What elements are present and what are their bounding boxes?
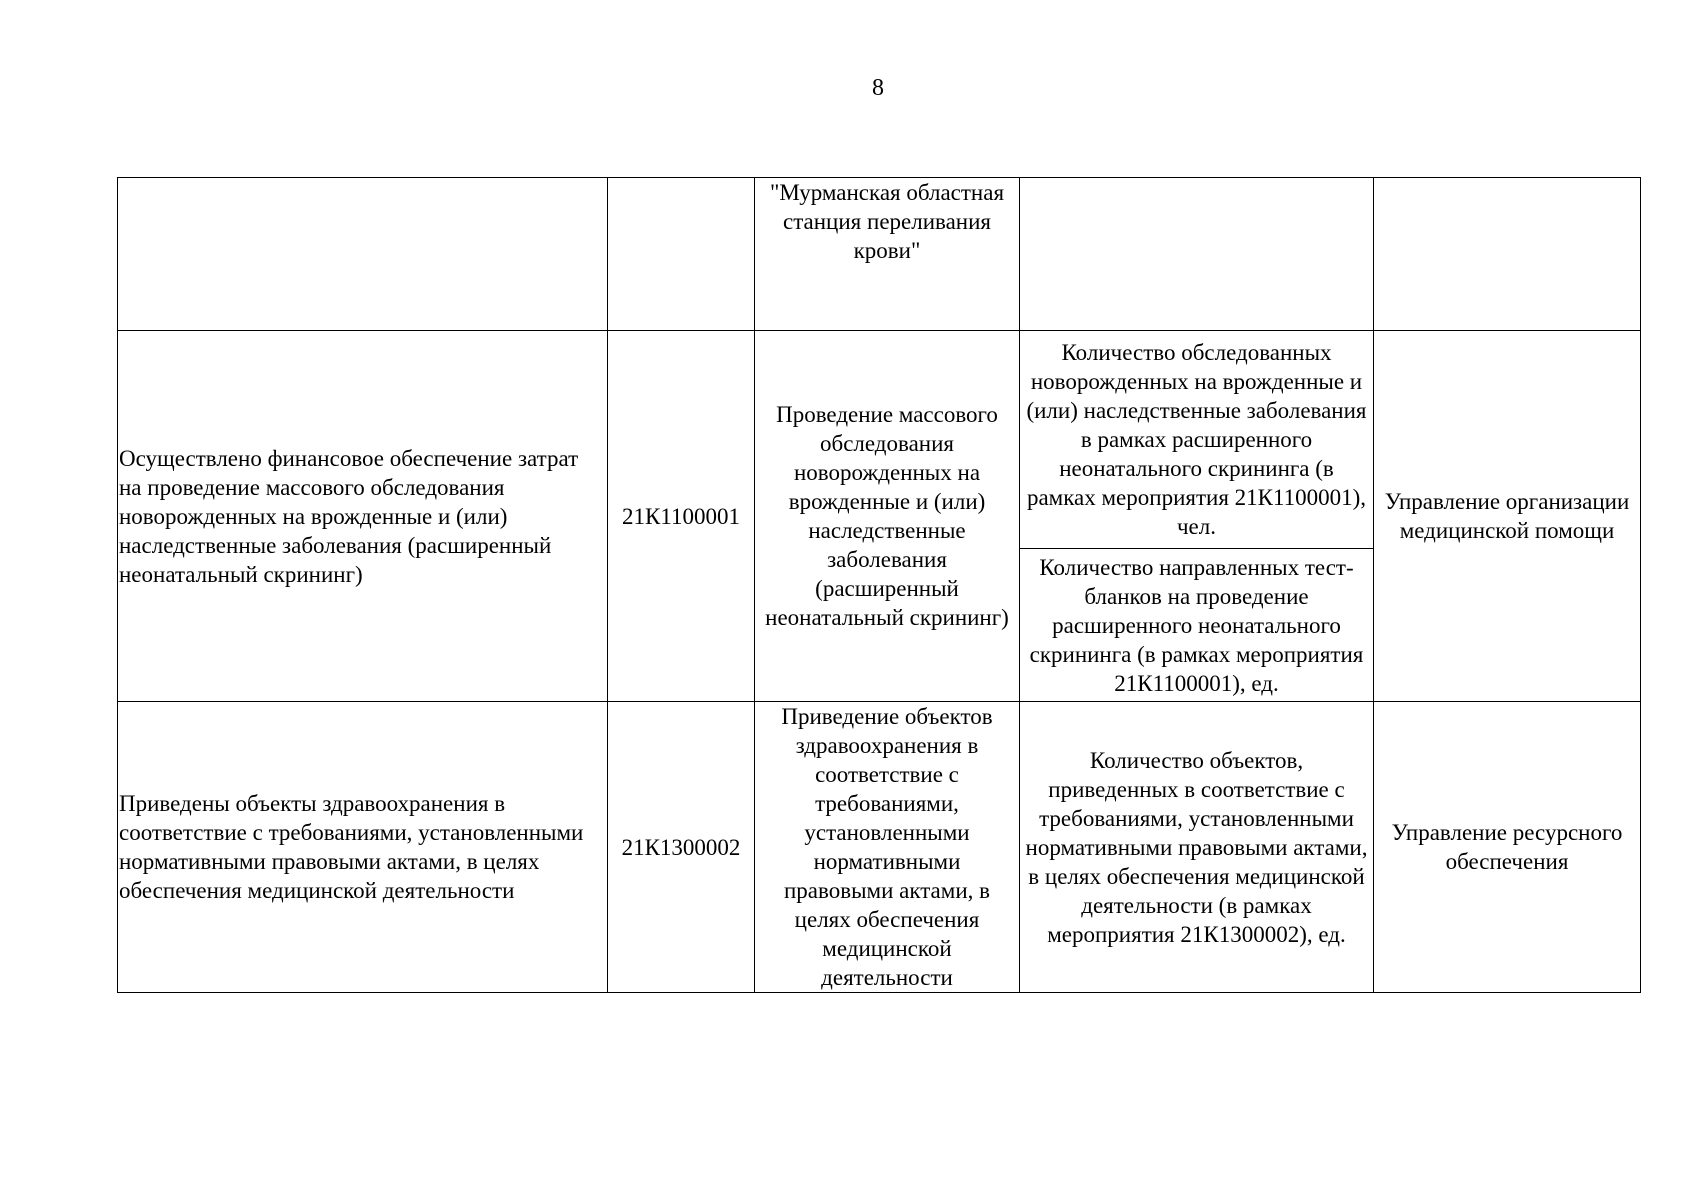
result-text: Осуществлено финансовое обеспечение затрат на проведение массового обследования новорожденных на врожденные и (или) наследственные заболевания (расширенный неонатальный скрининг)	[119, 445, 579, 587]
code-cell	[608, 178, 755, 331]
responsible-cell	[1374, 702, 1641, 993]
measure-text: Проведение массового обследования новорожденных на врожденные и (или) наследственные заболевания (расширенный неонатальный скрининг)	[765, 402, 1009, 630]
page-number: 8	[872, 75, 884, 101]
indicator-cell	[1020, 178, 1374, 331]
table-row-continuation	[118, 178, 1641, 331]
code-cell	[608, 331, 755, 702]
measure-cell	[755, 702, 1020, 993]
table-row-neonatal	[118, 331, 1641, 549]
activities-table	[117, 177, 1641, 993]
result-cell	[118, 178, 608, 331]
measure-cell	[755, 331, 1020, 702]
responsible-cell	[1374, 178, 1641, 331]
result-cell	[118, 331, 608, 702]
indicator-cell	[1020, 702, 1374, 993]
indicator-text: Количество объектов, приведенных в соответствие с требованиями, установленными нормативными правовыми актами, в целях обеспечения медицинской деятельности (в рамках мероприятия 21К1300002), ед.	[1025, 747, 1368, 947]
code-text: 21К1100001	[622, 503, 740, 529]
indicator-cell	[1020, 549, 1374, 702]
responsible-cell	[1374, 331, 1641, 702]
indicator-cell	[1020, 331, 1374, 549]
code-text: 21К1300002	[621, 834, 741, 860]
indicator-text: Количество обследованных новорожденных на врожденные и (или) наследственные заболевания в рамках расширенного неонатального скрининга (в рамках мероприятия 21К1100001), чел.	[1026, 340, 1367, 539]
responsible-text: Управление ресурсного обеспечения	[1391, 820, 1623, 874]
indicator-text: Количество направленных тест-бланков на проведение расширенного неонатального скрининга (в рамках мероприятия 21К1100001), ед.	[1029, 554, 1364, 696]
measure-cell	[755, 178, 1020, 331]
table-row-facilities	[118, 702, 1641, 993]
measure-text: "Мурманская областная станция переливания крови"	[769, 180, 1005, 263]
responsible-text: Управление организации медицинской помощи	[1384, 489, 1630, 543]
result-cell	[118, 702, 608, 993]
measure-text: Приведение объектов здравоохранения в соответствие с требованиями, установленными нормативными правовыми актами, в целях обеспечения медицинской деятельности	[781, 704, 993, 990]
result-text: Приведены объекты здравоохранения в соответствие с требованиями, установленными нормативными правовыми актами, в целях обеспечения медицинской деятельности	[119, 791, 584, 903]
code-cell	[608, 702, 755, 993]
